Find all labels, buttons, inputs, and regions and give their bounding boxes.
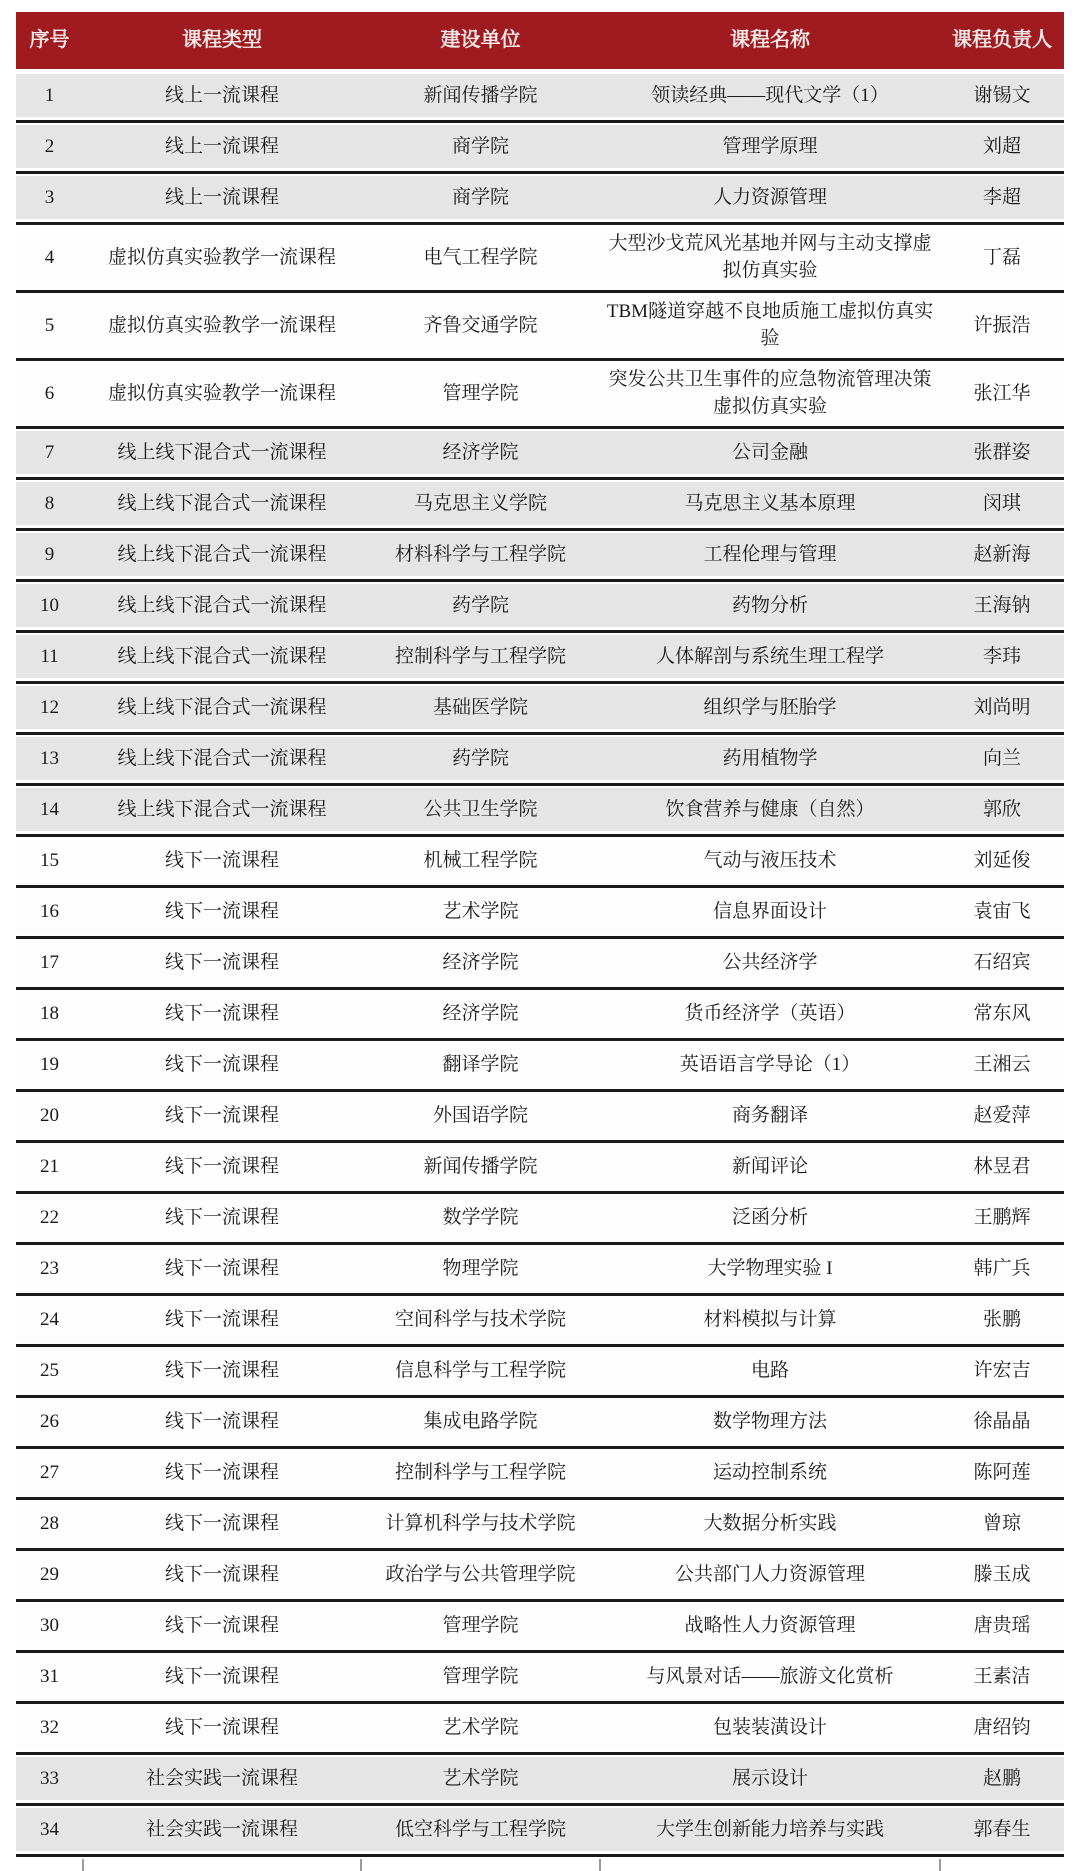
cell-course-name: 大型沙戈荒风光基地并网与主动支撑虚拟仿真实验: [608, 233, 932, 281]
cell-leader: 张鹏: [982, 1309, 1021, 1330]
cell-course-name: 英语语言学导论（1）: [679, 1054, 861, 1075]
table-row: [16, 533, 1064, 576]
cell-index: 18: [40, 1003, 59, 1024]
cell-unit: 电气工程学院: [423, 246, 538, 268]
cell-course-name: 饮食营养与健康（自然）: [665, 799, 875, 820]
cell-course-name: 战略性人力资源管理: [684, 1615, 856, 1636]
cell-course-type: 线上线下混合式一流课程: [117, 748, 327, 769]
cell-leader: 韩广兵: [973, 1258, 1031, 1279]
cell-course-type: 线上一流课程: [164, 85, 279, 106]
cell-unit: 政治学与公共管理学院: [385, 1564, 576, 1585]
table-row: [16, 992, 1064, 1035]
cell-unit: 管理学院: [442, 1666, 519, 1687]
row-divider: [16, 882, 1064, 890]
table-row: [16, 74, 1064, 117]
cell-course-type: 线下一流课程: [164, 1207, 279, 1228]
cell-index: 32: [40, 1717, 59, 1738]
cell-course-type: 线上线下混合式一流课程: [117, 646, 327, 667]
cell-course-name: 泛函分析: [731, 1207, 808, 1228]
cell-index: 24: [40, 1309, 59, 1330]
column-divider: [939, 1859, 941, 1871]
cell-unit: 马克思主义学院: [413, 493, 547, 514]
table-row: [16, 1655, 1064, 1698]
cell-leader: 闵琪: [982, 493, 1021, 514]
row-divider: [16, 525, 1064, 533]
cell-course-name: 公共部门人力资源管理: [674, 1564, 865, 1585]
cell-course-name: 运动控制系统: [712, 1462, 827, 1483]
row-divider: [16, 933, 1064, 941]
cell-course-name: 与风景对话——旅游文化赏析: [646, 1666, 894, 1687]
table-row: [16, 1400, 1064, 1443]
cell-unit: 计算机科学与技术学院: [385, 1513, 576, 1534]
row-divider: [16, 474, 1064, 482]
cell-index: 1: [44, 85, 55, 106]
cell-index: 26: [40, 1411, 59, 1432]
cell-index: 8: [44, 493, 55, 514]
cell-course-type: 社会实践一流课程: [145, 1819, 298, 1840]
cell-course-type: 虚拟仿真实验教学一流课程: [107, 382, 336, 404]
cell-index: 34: [40, 1819, 59, 1840]
cell-course-name: 领读经典——现代文学（1）: [651, 85, 889, 106]
cell-course-type: 社会实践一流课程: [145, 1768, 298, 1789]
cell-unit: 机械工程学院: [423, 850, 538, 871]
cell-index: 3: [44, 187, 55, 208]
table-row: [16, 1553, 1064, 1596]
cell-course-name: 展示设计: [731, 1768, 808, 1789]
column-divider: [82, 1859, 84, 1871]
cell-course-name: 大数据分析实践: [703, 1513, 837, 1534]
cell-course-name: TBM隧道穿越不良地质施工虚拟仿真实验: [606, 301, 934, 349]
row-divider: [16, 168, 1064, 176]
row-divider: [16, 678, 1064, 686]
cell-course-type: 线下一流课程: [164, 1666, 279, 1687]
next-row-partial: [16, 1859, 1064, 1871]
cell-index: 6: [44, 382, 55, 404]
cell-course-type: 线下一流课程: [164, 1309, 279, 1330]
row-divider: [16, 287, 1064, 295]
cell-course-name: 突发公共卫生事件的应急物流管理决策虚拟仿真实验: [608, 369, 932, 417]
cell-index: 16: [40, 901, 59, 922]
table-row: [16, 227, 1064, 287]
cell-course-type: 线上线下混合式一流课程: [117, 442, 327, 463]
cell-leader: 唐绍钧: [973, 1717, 1031, 1738]
cell-unit: 低空科学与工程学院: [394, 1819, 566, 1840]
cell-leader: 王湘云: [973, 1054, 1031, 1075]
cell-course-name: 材料模拟与计算: [703, 1309, 837, 1330]
header-cell-leader: 课程负责人: [952, 29, 1052, 51]
table-header-row: [16, 12, 1064, 69]
cell-course-name: 货币经济学（英语）: [684, 1003, 856, 1024]
cell-course-name: 新闻评论: [731, 1156, 808, 1177]
cell-leader: 许宏吉: [973, 1360, 1031, 1381]
row-divider: [16, 1800, 1064, 1808]
cell-index: 31: [40, 1666, 59, 1687]
cell-course-name: 人力资源管理: [712, 187, 827, 208]
cell-unit: 材料科学与工程学院: [394, 544, 566, 565]
cell-course-name: 包装装潢设计: [712, 1717, 827, 1738]
row-divider: [16, 423, 1064, 431]
table-row: [16, 941, 1064, 984]
cell-course-name: 公司金融: [731, 442, 808, 463]
cell-course-type: 线上线下混合式一流课程: [117, 595, 327, 616]
cell-course-type: 线上线下混合式一流课程: [117, 799, 327, 820]
cell-leader: 曾琼: [982, 1513, 1021, 1534]
cell-unit: 药学院: [451, 595, 509, 616]
cell-unit: 数学学院: [442, 1207, 519, 1228]
table-row: [16, 737, 1064, 780]
table-row: [16, 431, 1064, 474]
table-row: [16, 1094, 1064, 1137]
cell-index: 25: [40, 1360, 59, 1381]
cell-unit: 经济学院: [442, 952, 519, 973]
cell-index: 17: [40, 952, 59, 973]
cell-course-type: 线下一流课程: [164, 1003, 279, 1024]
cell-course-type: 线下一流课程: [164, 1360, 279, 1381]
header-cell-index: 序号: [29, 29, 70, 51]
cell-leader: 袁宙飞: [973, 901, 1031, 922]
row-divider: [16, 1545, 1064, 1553]
row-divider: [16, 831, 1064, 839]
row-divider: [16, 1443, 1064, 1451]
table-row: [16, 1349, 1064, 1392]
table-row: [16, 1298, 1064, 1341]
header-cell-course-type: 课程类型: [182, 29, 262, 51]
cell-leader: 李超: [982, 187, 1021, 208]
cell-leader: 李玮: [982, 646, 1021, 667]
table-row: [16, 686, 1064, 729]
table-row: [16, 1247, 1064, 1290]
row-divider: [16, 1086, 1064, 1094]
cell-leader: 丁磊: [982, 246, 1021, 268]
cell-course-name: 信息界面设计: [712, 901, 827, 922]
cell-leader: 滕玉成: [973, 1564, 1031, 1585]
cell-course-name: 工程伦理与管理: [703, 544, 837, 565]
cell-unit: 艺术学院: [442, 1717, 519, 1738]
cell-course-type: 线下一流课程: [164, 1615, 279, 1636]
cell-course-type: 线下一流课程: [164, 1717, 279, 1738]
row-divider: [16, 1341, 1064, 1349]
cell-unit: 经济学院: [442, 442, 519, 463]
row-divider: [16, 1647, 1064, 1655]
cell-course-name: 大学生创新能力培养与实践: [655, 1819, 884, 1840]
row-divider: [16, 1749, 1064, 1757]
cell-course-type: 线下一流课程: [164, 1054, 279, 1075]
cell-course-name: 组织学与胚胎学: [703, 697, 837, 718]
cell-leader: 向兰: [982, 748, 1021, 769]
table-row: [16, 1196, 1064, 1239]
cell-course-name: 电路: [750, 1360, 789, 1381]
row-divider: [16, 1239, 1064, 1247]
cell-index: 22: [40, 1207, 59, 1228]
column-divider: [360, 1859, 362, 1871]
cell-index: 28: [40, 1513, 59, 1534]
row-divider: [16, 1137, 1064, 1145]
cell-index: 33: [40, 1768, 59, 1789]
cell-unit: 艺术学院: [442, 901, 519, 922]
cell-unit: 药学院: [451, 748, 509, 769]
cell-unit: 公共卫生学院: [423, 799, 538, 820]
cell-index: 7: [44, 442, 55, 463]
cell-unit: 艺术学院: [442, 1768, 519, 1789]
cell-unit: 基础医学院: [432, 697, 528, 718]
cell-leader: 刘延俊: [973, 850, 1031, 871]
cell-unit: 外国语学院: [432, 1105, 528, 1126]
cell-course-name: 马克思主义基本原理: [684, 493, 856, 514]
cell-course-name: 公共经济学: [722, 952, 818, 973]
cell-unit: 集成电路学院: [423, 1411, 538, 1432]
table-row: [16, 1145, 1064, 1188]
header-cell-course-name: 课程名称: [730, 29, 810, 51]
cell-unit: 管理学院: [442, 1615, 519, 1636]
cell-index: 20: [40, 1105, 59, 1126]
table-row: [16, 125, 1064, 168]
cell-index: 12: [40, 697, 59, 718]
row-divider: [16, 1290, 1064, 1298]
cell-index: 21: [40, 1156, 59, 1177]
table-row: [16, 176, 1064, 219]
cell-index: 9: [44, 544, 55, 565]
cell-leader: 谢锡文: [973, 85, 1031, 106]
header-cell-unit: 建设单位: [440, 29, 521, 51]
row-divider: [16, 1851, 1064, 1859]
table-row: [16, 1043, 1064, 1086]
cell-course-type: 线下一流课程: [164, 901, 279, 922]
cell-unit: 管理学院: [442, 382, 519, 404]
cell-index: 5: [44, 314, 55, 336]
cell-unit: 商学院: [451, 187, 509, 208]
cell-unit: 新闻传播学院: [423, 1156, 538, 1177]
cell-index: 15: [40, 850, 59, 871]
cell-leader: 王海钠: [973, 595, 1031, 616]
cell-course-name: 人体解剖与系统生理工程学: [655, 646, 884, 667]
row-divider: [16, 219, 1064, 227]
table-row: [16, 363, 1064, 423]
cell-leader: 陈阿莲: [973, 1462, 1031, 1483]
cell-leader: 石绍宾: [973, 952, 1031, 973]
cell-leader: 赵爱萍: [973, 1105, 1031, 1126]
cell-course-type: 虚拟仿真实验教学一流课程: [107, 314, 336, 336]
cell-index: 27: [40, 1462, 59, 1483]
cell-course-type: 线下一流课程: [164, 1462, 279, 1483]
row-divider: [16, 984, 1064, 992]
row-divider: [16, 576, 1064, 584]
cell-index: 30: [40, 1615, 59, 1636]
cell-unit: 翻译学院: [442, 1054, 519, 1075]
row-divider: [16, 780, 1064, 788]
cell-course-type: 线下一流课程: [164, 952, 279, 973]
cell-index: 11: [40, 646, 59, 667]
cell-course-type: 线上一流课程: [164, 187, 279, 208]
cell-unit: 商学院: [451, 136, 509, 157]
cell-index: 4: [44, 246, 55, 268]
cell-leader: 刘超: [982, 136, 1021, 157]
row-divider: [16, 1035, 1064, 1043]
table-row: [16, 295, 1064, 355]
cell-unit: 控制科学与工程学院: [394, 1462, 566, 1483]
cell-index: 10: [40, 595, 59, 616]
cell-index: 14: [40, 799, 59, 820]
cell-course-type: 线下一流课程: [164, 1513, 279, 1534]
cell-leader: 徐晶晶: [973, 1411, 1031, 1432]
cell-unit: 经济学院: [442, 1003, 519, 1024]
table-row: [16, 1706, 1064, 1749]
row-divider: [16, 1188, 1064, 1196]
table-row: [16, 482, 1064, 525]
cell-course-name: 商务翻译: [731, 1105, 808, 1126]
cell-leader: 常东风: [973, 1003, 1031, 1024]
cell-index: 2: [44, 136, 55, 157]
cell-unit: 新闻传播学院: [423, 85, 538, 106]
cell-course-type: 线下一流课程: [164, 1105, 279, 1126]
row-divider: [16, 1698, 1064, 1706]
cell-leader: 郭春生: [973, 1819, 1031, 1840]
cell-unit: 齐鲁交通学院: [423, 314, 538, 336]
row-divider: [16, 1596, 1064, 1604]
cell-course-type: 线上线下混合式一流课程: [117, 544, 327, 565]
cell-leader: 林昱君: [973, 1156, 1031, 1177]
cell-leader: 郭欣: [982, 799, 1021, 820]
cell-course-type: 虚拟仿真实验教学一流课程: [107, 246, 336, 268]
table-row: [16, 1757, 1064, 1800]
table-row: [16, 584, 1064, 627]
cell-unit: 信息科学与工程学院: [394, 1360, 566, 1381]
cell-index: 19: [40, 1054, 59, 1075]
cell-leader: 张群姿: [973, 442, 1031, 463]
cell-index: 13: [40, 748, 59, 769]
cell-course-type: 线下一流课程: [164, 1564, 279, 1585]
cell-leader: 王素洁: [973, 1666, 1031, 1687]
row-divider: [16, 729, 1064, 737]
cell-index: 29: [40, 1564, 59, 1585]
cell-course-name: 数学物理方法: [712, 1411, 827, 1432]
cell-course-type: 线上线下混合式一流课程: [117, 697, 327, 718]
cell-leader: 赵鹏: [982, 1768, 1021, 1789]
cell-course-type: 线下一流课程: [164, 850, 279, 871]
cell-course-type: 线下一流课程: [164, 1156, 279, 1177]
course-table-body: [16, 74, 1064, 1859]
cell-leader: 唐贵瑶: [973, 1615, 1031, 1636]
row-divider: [16, 1494, 1064, 1502]
cell-course-type: 线下一流课程: [164, 1411, 279, 1432]
table-row: [16, 1604, 1064, 1647]
table-row: [16, 635, 1064, 678]
row-divider: [16, 117, 1064, 125]
table-row: [16, 1808, 1064, 1851]
table-row: [16, 1451, 1064, 1494]
row-divider: [16, 627, 1064, 635]
row-divider: [16, 355, 1064, 363]
cell-leader: 张江华: [973, 382, 1031, 404]
cell-course-type: 线下一流课程: [164, 1258, 279, 1279]
cell-unit: 控制科学与工程学院: [394, 646, 566, 667]
cell-leader: 刘尚明: [973, 697, 1031, 718]
cell-leader: 王鹏辉: [973, 1207, 1031, 1228]
cell-course-name: 药物分析: [731, 595, 808, 616]
row-divider: [16, 1392, 1064, 1400]
table-row: [16, 839, 1064, 882]
table-row: [16, 788, 1064, 831]
cell-leader: 许振浩: [973, 314, 1031, 336]
table-row: [16, 1502, 1064, 1545]
cell-course-name: 气动与液压技术: [703, 850, 837, 871]
cell-course-name: 药用植物学: [722, 748, 818, 769]
cell-course-type: 线上线下混合式一流课程: [117, 493, 327, 514]
cell-index: 23: [40, 1258, 59, 1279]
cell-unit: 空间科学与技术学院: [394, 1309, 566, 1330]
cell-course-name: 管理学原理: [722, 136, 818, 157]
column-divider: [599, 1859, 601, 1871]
table-row: [16, 890, 1064, 933]
cell-leader: 赵新海: [973, 544, 1031, 565]
cell-unit: 物理学院: [442, 1258, 519, 1279]
cell-course-type: 线上一流课程: [164, 136, 279, 157]
cell-course-name: 大学物理实验 I: [707, 1258, 833, 1279]
